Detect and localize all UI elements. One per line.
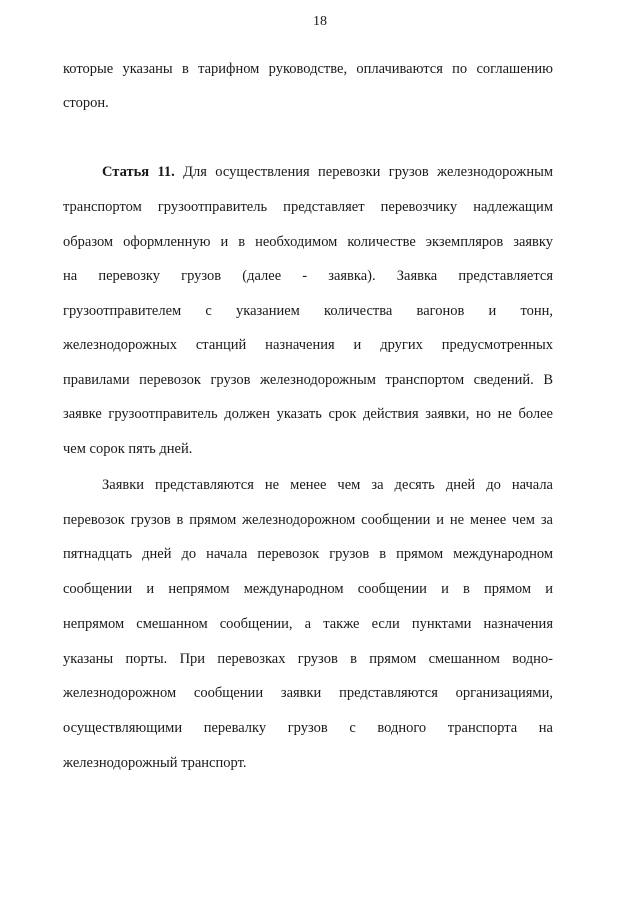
article-label: Статья 11. [102,164,175,180]
article-11-line-5: грузоотправителем с указанием количества вагонов и тонн, [63,303,553,319]
paragraph-2-line-8: осуществляющими перевалку грузов с водного транспорта на [63,720,553,736]
paragraph-2-line-1: Заявки представляются не менее чем за десять дней до начала [102,477,553,493]
article-11-line-9: чем сорок пять дней. [63,441,193,457]
article-11-line-7: правилами перевозок грузов железнодорожным транспортом сведений. В [63,372,553,388]
article-11-line-1-text: Для осуществления перевозки грузов железнодорожным [174,164,553,180]
paragraph-2-line-7: железнодорожном сообщении заявки представляются организациями, [63,685,553,701]
intro-line-1: которые указаны в тарифном руководстве, оплачиваются по соглашению [63,61,553,77]
article-11-line-4: на перевозку грузов (далее - заявка). Заявка представляется [63,268,553,284]
page-number: 18 [313,14,327,29]
paragraph-2-line-3: пятнадцать дней до начала перевозок грузов в прямом международном [63,546,553,562]
paragraph-2-line-4: сообщении и непрямом международном сообщении и в прямом и [63,581,553,597]
paragraph-2-line-9: железнодорожный транспорт. [63,755,247,771]
article-11-line-1 [102,163,553,181]
article-11-line-6: железнодорожных станций назначения и других предусмотренных [63,337,553,353]
article-11-line-2: транспортом грузоотправитель представляет перевозчику надлежащим [63,199,553,215]
article-11-line-8: заявке грузоотправитель должен указать срок действия заявки, но не более [63,406,553,422]
intro-line-2: сторон. [63,95,109,111]
paragraph-2-line-5: непрямом смешанном сообщении, а также если пунктами назначения [63,616,553,632]
paragraph-2-line-2: перевозок грузов в прямом железнодорожном сообщении и не менее чем за [63,512,553,528]
paragraph-2-line-6: указаны порты. При перевозках грузов в прямом смешанном водно- [63,651,553,667]
article-11-line-3: образом оформленную и в необходимом количестве экземпляров заявку [63,234,553,250]
